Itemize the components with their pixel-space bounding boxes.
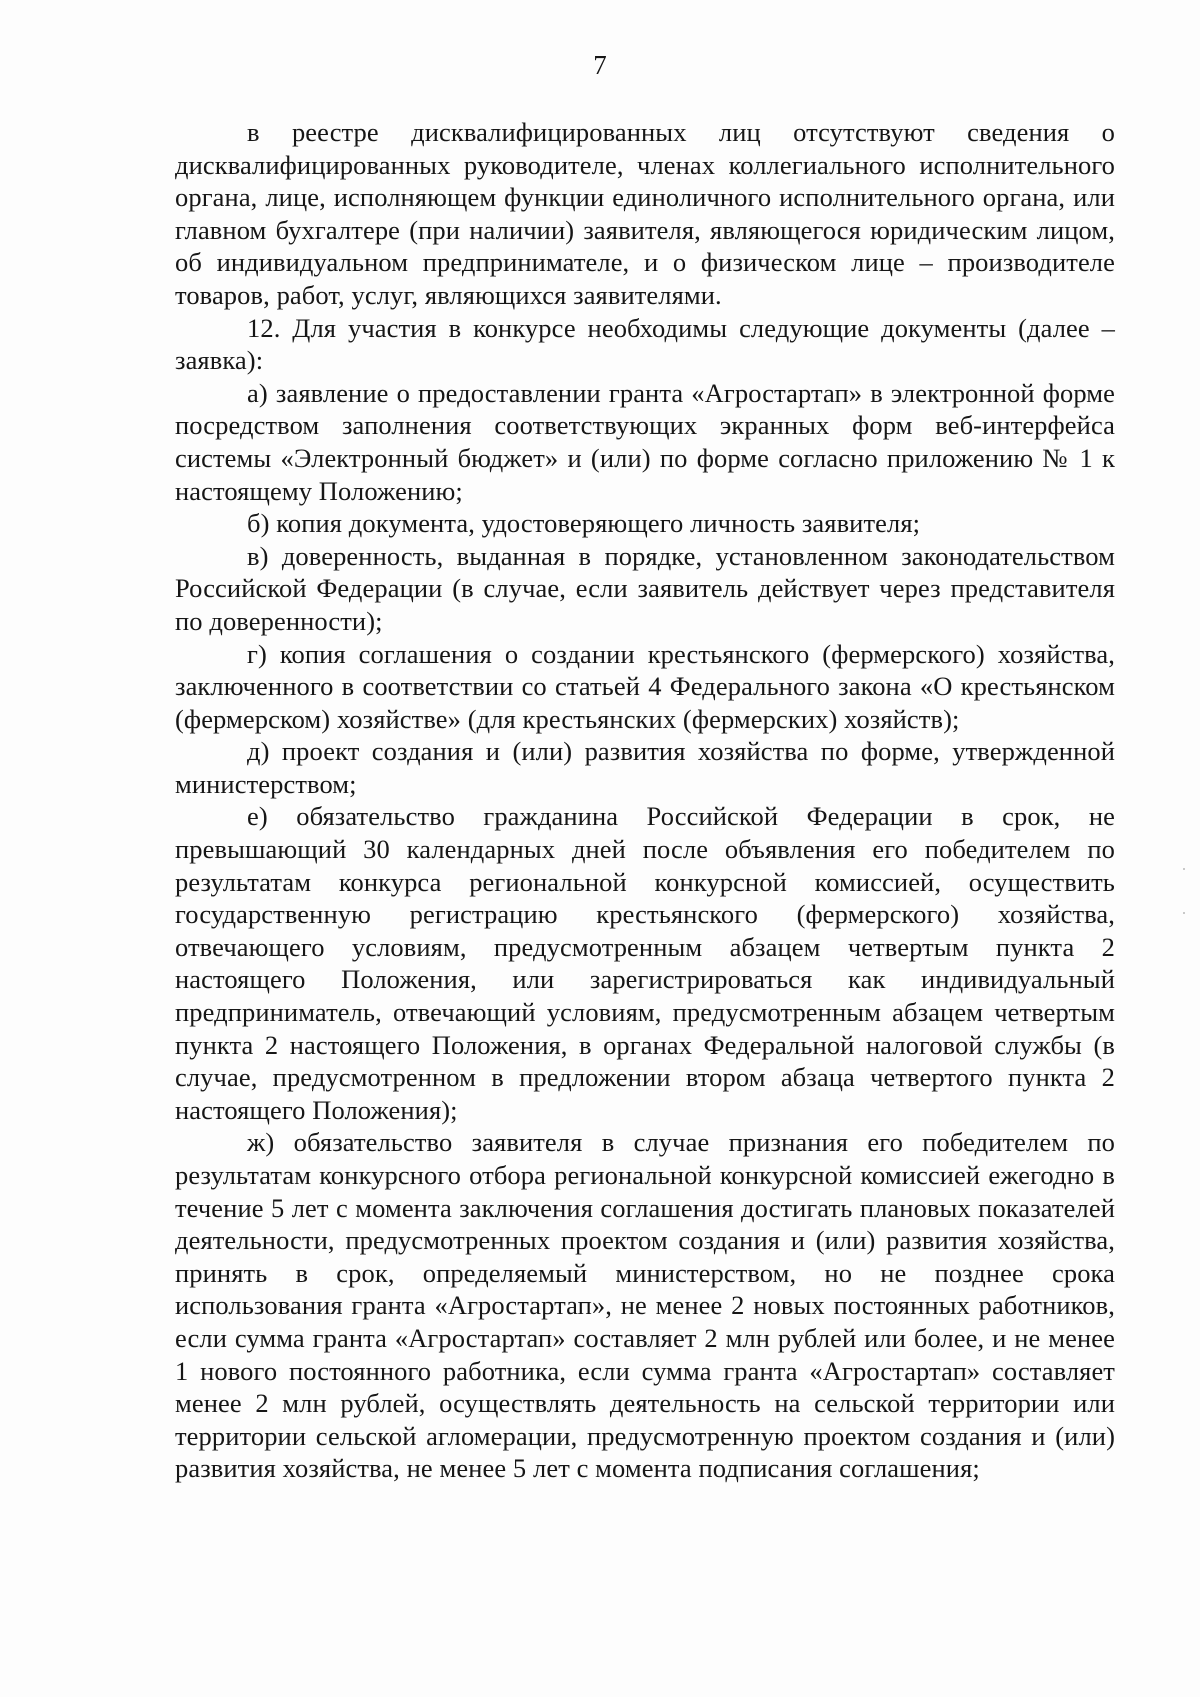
paragraph-12-required-documents: 12. Для участия в конкурсе необходимы следующие документы (далее – заявка):: [175, 312, 1115, 376]
list-item-a-application: а) заявление о предоставлении гранта «Агростартап» в электронной форме посредством заполнения соответствующих экранных форм веб-интерфейса системы «Электронный бюджет» и (или) по форме согласно приложению № 1 к настоящему Положению;: [175, 377, 1115, 506]
list-item-b-identity-copy: б) копия документа, удостоверяющего личность заявителя;: [247, 508, 921, 539]
page-number: 7: [593, 50, 607, 80]
scan-speck: [1183, 912, 1185, 914]
scan-speck: [1183, 868, 1185, 870]
list-item-g-farm-agreement: г) копия соглашения о создании крестьянского (фермерского) хозяйства, заключенного в соответствии со статьей 4 Федерального закона «О крестьянском (фермерском) хозяйстве» (для крестьянских (фермерских) хозяйств);: [175, 638, 1115, 734]
list-item-d-farm-project: д) проект создания и (или) развития хозяйства по форме, утвержденной министерством;: [175, 736, 1115, 799]
document-body: [175, 116, 1115, 1485]
list-item-e-citizen-obligation: е) обязательство гражданина Российской Федерации в срок, не превышающий 30 календарных дней после объявления его победителем по результатам конкурса региональной конкурсной комиссией, осуществить государственную регистрацию крестьянского (фермерского) хозяйства, отвечающего условиям, предусмотренным абзацем четвертым пункта 2 настоящего Положения, или зарегистрироваться как индивидуальный предприниматель, отвечающий условиям, предусмотренным абзацем четвертым пункта 2 настоящего Положения, в органах Федеральной налоговой службы (в случае, предусмотренном в предложении втором абзаца четвертого пункта 2 настоящего Положения);: [175, 801, 1115, 1125]
paragraph-disqualified-registry: в реестре дисквалифицированных лиц отсутствуют сведения о дисквалифицированных руководителе, членах коллегиального исполнительного органа, лице, исполняющем функции единоличного исполнительного органа, или главном бухгалтере (при наличии) заявителя, являющегося юридическим лицом, об индивидуальном предпринимателе, и о физическом лице – производителе товаров, работ, услуг, являющихся заявителями.: [175, 117, 1115, 310]
list-item-zh-applicant-obligation: ж) обязательство заявителя в случае признания его победителем по результатам конкурсного отбора региональной конкурсной комиссией ежегодно в течение 5 лет с момента заключения соглашения достигать плановых показателей деятельности, предусмотренных проектом создания и (или) развития хозяйства, принять в срок, определяемый министерством, но не позднее срока использования гранта «Агростартап», не менее 2 новых постоянных работников, если сумма гранта «Агростартап» составляет 2 млн рублей или более, и не менее 1 нового постоянного работника, если сумма гранта «Агростартап» составляет менее 2 млн рублей, осуществлять деятельность на сельской территории или территории сельской агломерации, предусмотренную проектом создания и (или) развития хозяйства, не менее 5 лет с момента подписания соглашения;: [175, 1127, 1115, 1484]
list-item-v-power-of-attorney: в) доверенность, выданная в порядке, установленном законодательством Российской Федерации (в случае, если заявитель действует через представителя по доверенности);: [175, 540, 1115, 636]
